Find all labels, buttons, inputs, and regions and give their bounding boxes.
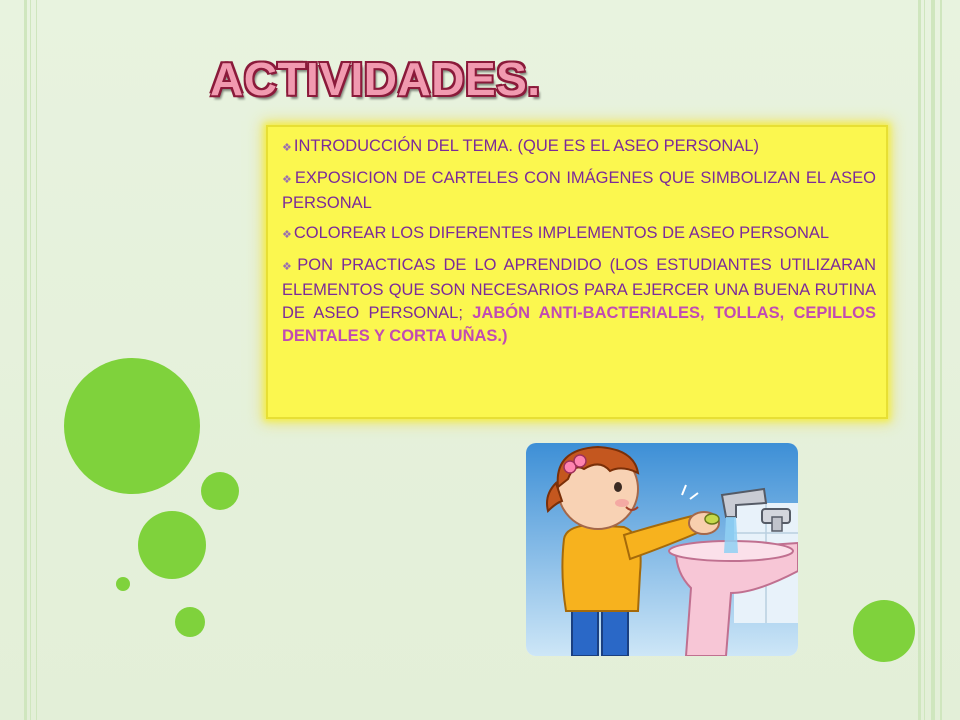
illustration-drawing bbox=[526, 443, 798, 656]
decorative-circle-small bbox=[116, 577, 130, 591]
decorative-circle bbox=[175, 607, 205, 637]
decorative-line bbox=[931, 0, 935, 720]
diamond-bullet-icon: ❖ bbox=[282, 142, 292, 154]
list-item bbox=[282, 167, 876, 215]
list-item-highlight: JABÓN ANTI-BACTERIALES, TOLLAS, CEPILLOS DENTALES Y CORTA UÑAS.) bbox=[282, 304, 876, 345]
list-item bbox=[282, 254, 876, 348]
decorative-line bbox=[924, 0, 925, 720]
decorative-line bbox=[30, 0, 31, 720]
activities-box bbox=[266, 125, 888, 419]
diamond-bullet-icon: ❖ bbox=[282, 229, 292, 241]
decorative-circle bbox=[853, 600, 915, 662]
decorative-circle bbox=[201, 472, 239, 510]
list-item bbox=[282, 222, 876, 247]
diamond-bullet-icon: ❖ bbox=[282, 261, 296, 273]
decorative-line bbox=[940, 0, 942, 720]
list-item-text: EXPOSICION DE CARTELES CON IMÁGENES QUE SIMBOLIZAN EL ASEO PERSONAL bbox=[282, 169, 876, 212]
decorative-circle bbox=[138, 511, 206, 579]
list-item-text: PON PRACTICAS DE LO APRENDIDO (LOS ESTUDIANTES UTILIZARAN ELEMENTOS QUE SON NECESARIOS PARA EJERCER UNA BUENA RUTINA DE ASEO PERSONAL; bbox=[282, 256, 876, 322]
list-item bbox=[282, 135, 876, 160]
child-washing-hands-illustration bbox=[526, 443, 798, 656]
decorative-line bbox=[918, 0, 921, 720]
decorative-line bbox=[24, 0, 27, 720]
slide-title: ACTIVIDADES. bbox=[210, 53, 541, 105]
diamond-bullet-icon: ❖ bbox=[282, 174, 293, 186]
decorative-circle-large bbox=[64, 358, 200, 494]
list-item-text: COLOREAR LOS DIFERENTES IMPLEMENTOS DE ASEO PERSONAL bbox=[293, 224, 830, 242]
list-item-text: INTRODUCCIÓN DEL TEMA. (QUE ES EL ASEO PERSONAL) bbox=[293, 137, 760, 155]
decorative-line bbox=[36, 0, 37, 720]
